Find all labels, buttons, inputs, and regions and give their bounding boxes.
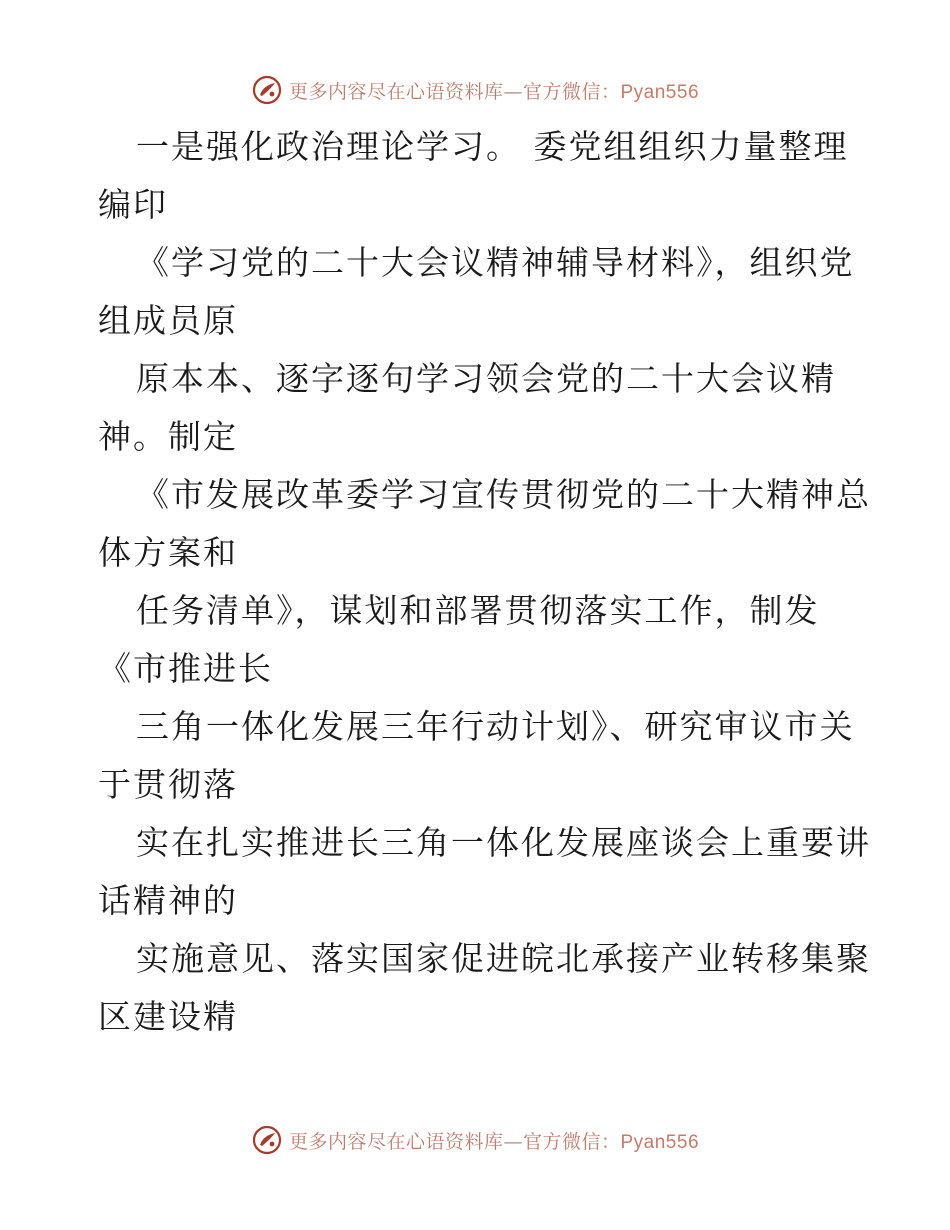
text-line: 体方案和 xyxy=(98,533,238,572)
watermark-label: 官方微信： xyxy=(522,1130,621,1153)
text-line: 《市发展改革委学习宣传贯彻党的二十大精神总 xyxy=(136,475,871,514)
brand-logo-icon xyxy=(251,1124,283,1156)
document-body xyxy=(98,118,871,1046)
text-line: 话精神的 xyxy=(98,881,238,920)
header-watermark xyxy=(0,70,950,110)
watermark-separator: — xyxy=(503,1130,523,1153)
watermark-id: Pyan556 xyxy=(620,81,700,103)
text-line: 一是强化政治理论学习。 委党组组织力量整理 xyxy=(136,127,849,166)
text-line: 实在扎实推进长三角一体化发展座谈会上重要讲 xyxy=(136,823,871,862)
watermark-label: 官方微信： xyxy=(522,80,621,103)
text-line: 原本本、逐字逐句学习领会党的二十大会议精 xyxy=(136,359,836,398)
text-line: 神。制定 xyxy=(98,417,238,456)
text-line: 《市推进长 xyxy=(98,649,273,688)
text-line: 《学习党的二十大会议精神辅导材料》，组织党 xyxy=(136,243,855,282)
brand-logo-icon xyxy=(251,74,283,106)
text-line: 组成员原 xyxy=(98,301,238,340)
watermark-brand: 更多内容尽在心语资料库 xyxy=(288,1130,504,1153)
watermark-text xyxy=(289,77,699,104)
text-line: 任务清单》，谋划和部署贯彻落实工作，制发 xyxy=(136,591,820,630)
text-line: 于贯彻落 xyxy=(98,765,238,804)
footer-watermark xyxy=(0,1120,950,1160)
text-line: 实施意见、落实国家促进皖北承接产业转移集聚 xyxy=(136,939,871,978)
watermark-separator: — xyxy=(503,80,523,103)
text-line: 区建设精 xyxy=(98,997,238,1036)
watermark-id: Pyan556 xyxy=(620,1131,700,1153)
text-line: 编印 xyxy=(98,185,168,224)
watermark-brand: 更多内容尽在心语资料库 xyxy=(288,80,504,103)
watermark-text xyxy=(289,1127,699,1154)
text-line: 三角一体化发展三年行动计划》、研究审议市关 xyxy=(136,707,855,746)
